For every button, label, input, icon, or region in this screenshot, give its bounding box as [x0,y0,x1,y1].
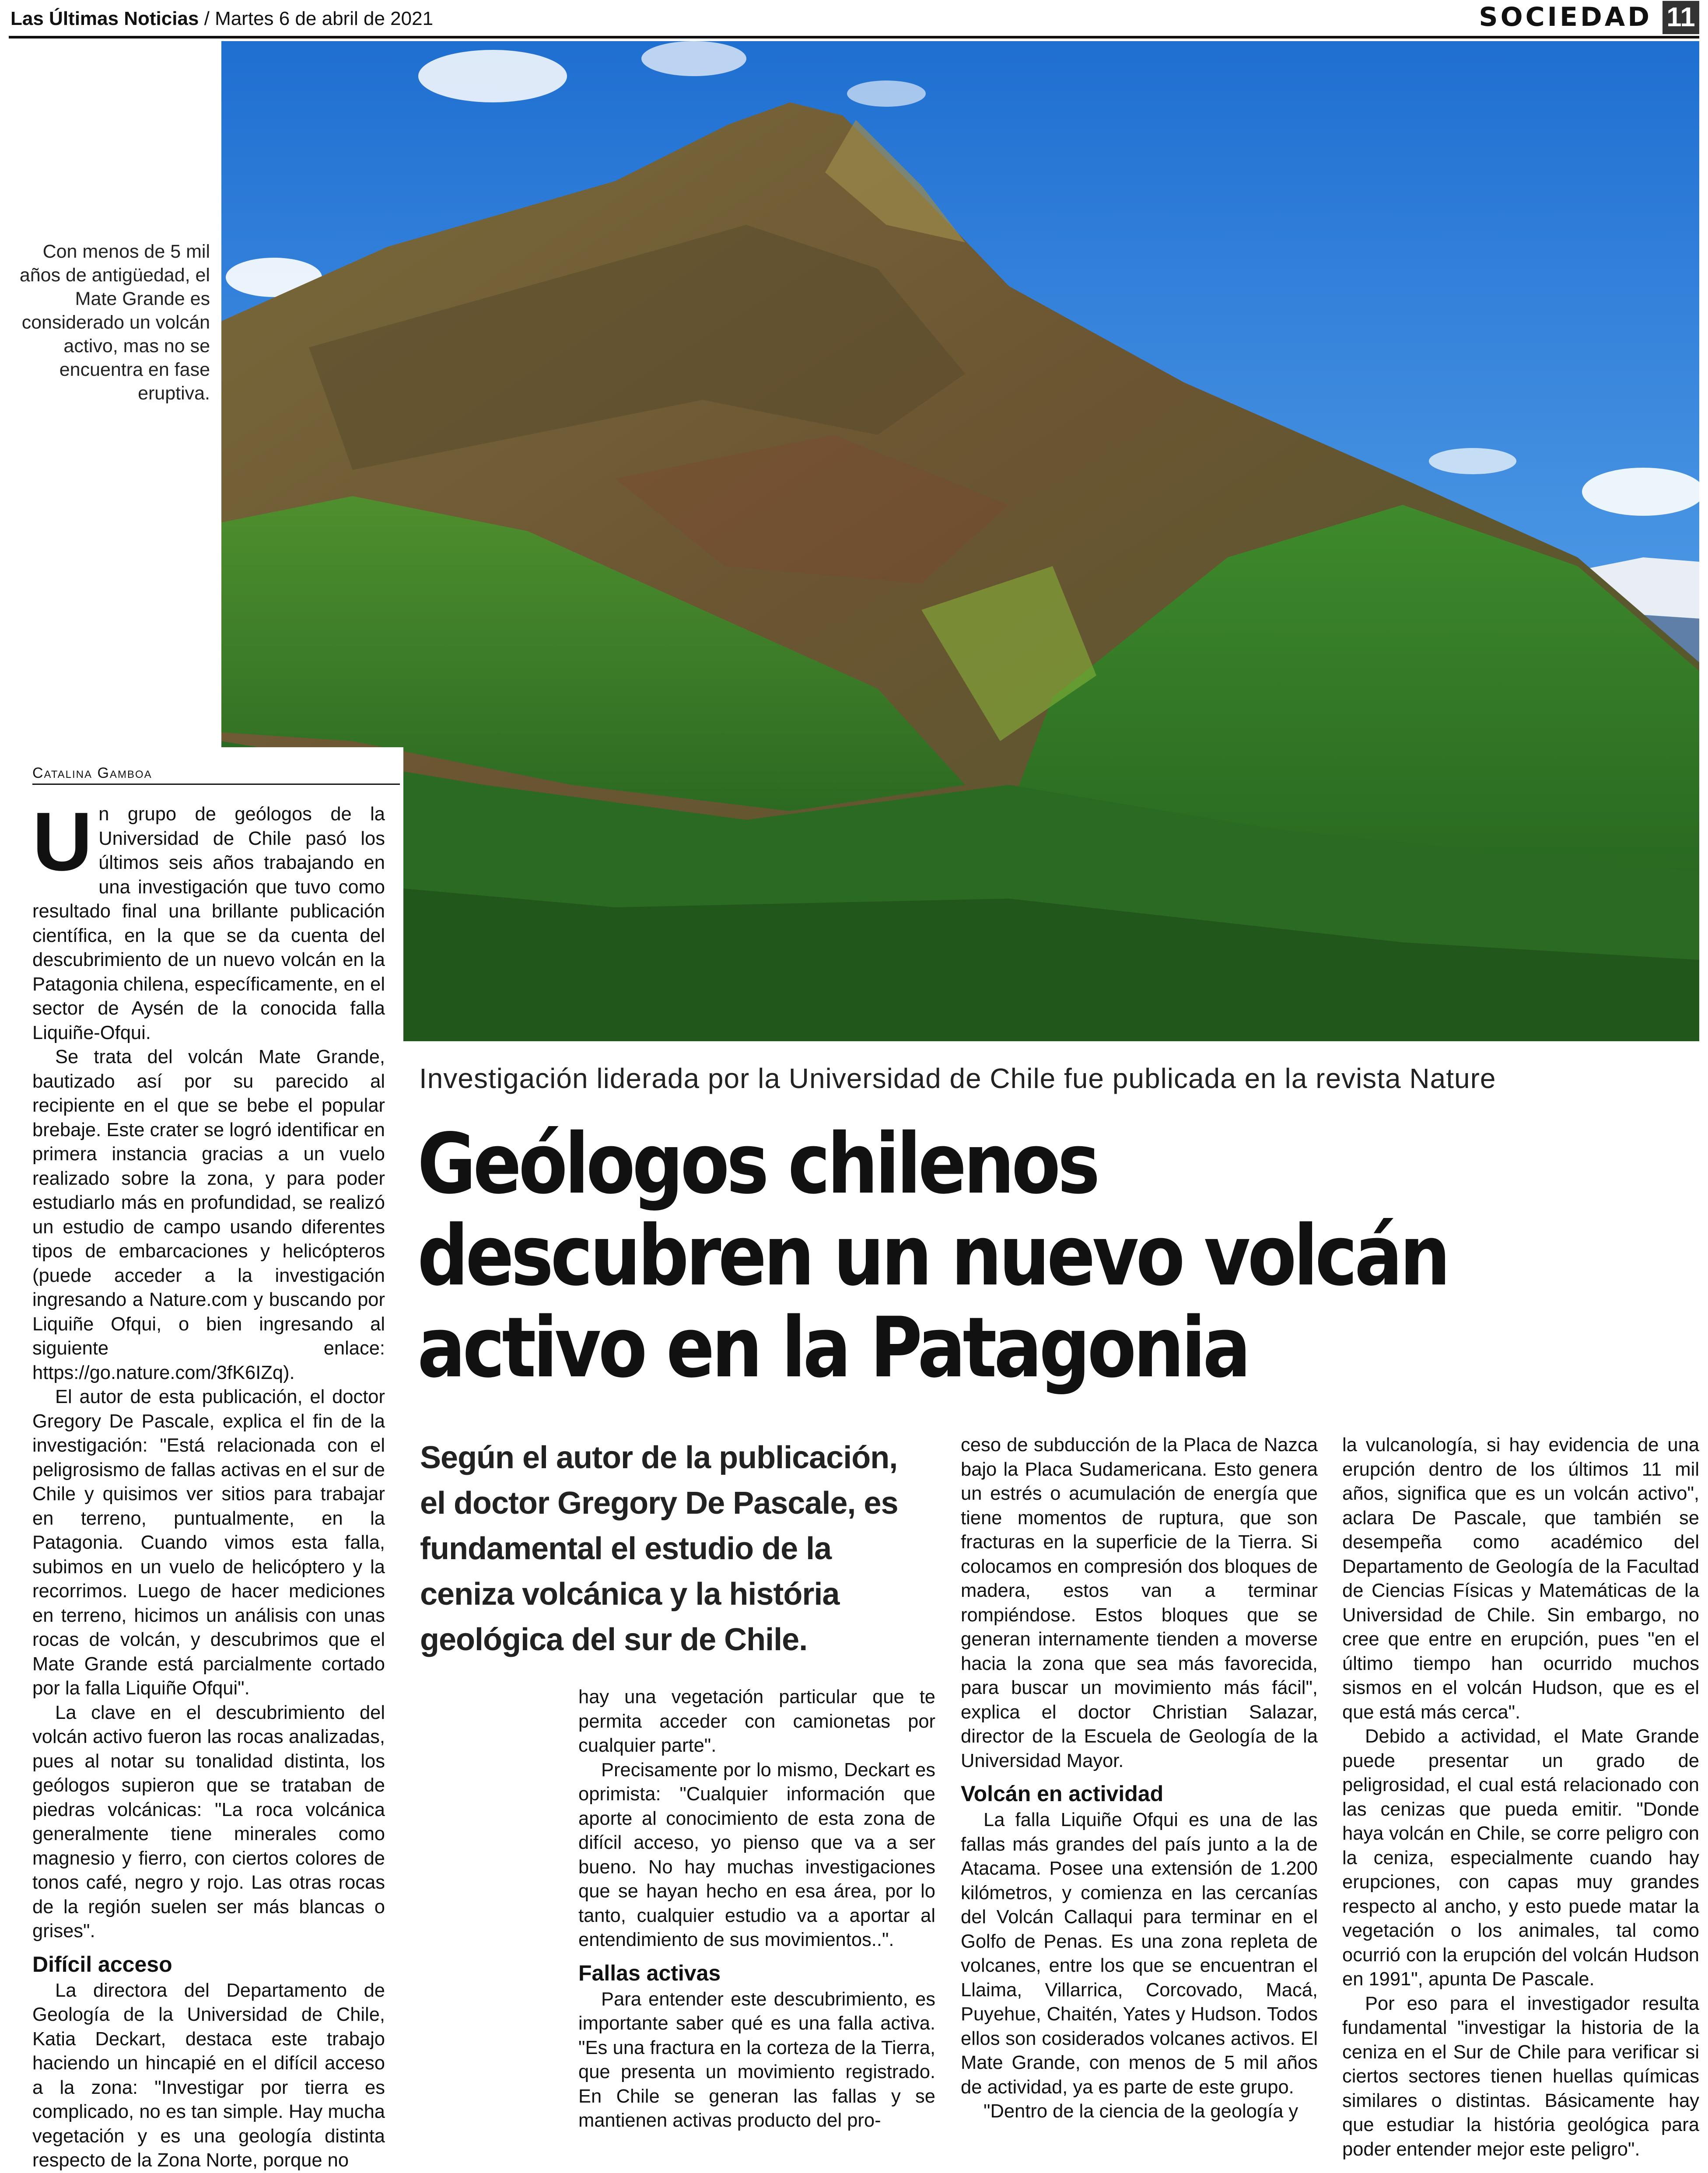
body-column-4 [1342,1433,1699,2162]
issue-date: Martes 6 de abril de 2021 [215,8,434,29]
section-label: SOCIEDAD [1479,2,1652,32]
masthead-separator: / [199,8,215,29]
body-column-2 [578,1685,935,2133]
paragraph: La falla Liquiñe Ofqui es una de las fallas más grandes del país junto a la de Atacama. Posee una extensión de 1.200 kilómetros, y comienza en las cercanías del Volcán Callaqui para terminar en el Golfo de Penas. Es una zona repleta de volcanes, entre los que se encuentran el Llaima, Villarrica, Corcovado, Macá, Puyehue, Chaitén, Yates y Hudson. Todos ellos son cosiderados volcanes activos. El Mate Grande, con menos de 5 mil años de actividad, ya es parte de este grupo. [961,1809,1318,2098]
paragraph: El autor de esta publicación, el doctor Gregory De Pascale, explica el fin de la investigación: "Está relacionada con el peligrosismo de fallas activas en el sur de Chile y quisimos ver sitios para trabajar en terreno, puntualmente, en la Patagonia. Cuando vimos esta falla, subimos en un vuelo de helicóptero y la recorrimos. Luego de hacer mediciones en terreno, hicimos un análisis con unas rocas de volcán, y descubrimos que el Mate Grande está parcialmente cortado por la falla Liquiñe Ofqui". [32,1386,385,1699]
headline: Geólogos chilenos descubren un nuevo volcán activo en la Patagonia [417,1116,1448,1396]
paragraph: La directora del Departamento de Geología de la Universidad de Chile, Katia Deckart, destaca este trabajo haciendo un hincapié en el difícil acceso a la zona: "Investigar por tierra es complicado, no es tan simple. Hay mucha vegetación y es una geología distinta respecto de la Zona Norte, porque no [32,1980,385,2171]
paragraph: La clave en el descubrimiento del volcán activo fueron las rocas analizadas, pues al notar su tonalidad distinta, los geólogos supieron que se trataban de piedras volcánicas: "La roca volcánica generalmente tiene minerales como magnesio y fierro, con ciertos colores de tonos café, negro y rojo. Las otras rocas de la región suelen ser más blancas o grises". [32,1702,385,1942]
paragraph: ceso de subducción de la Placa de Nazca bajo la Placa Sudamericana. Esto genera un estrés o acumulación de energía que tiene momentos de ruptura, que son fracturas en la superficie de la Tierra. Si colocamos en compresión dos bloques de madera, estos van a terminar rompiéndose. Estos bloques que se generan internamente tienden a moverse hacia la zona que sea más favorecida, para buscar un movimiento más fácil", explica el doctor Christian Salazar, director de la Escuela de Geología de la Universidad Mayor. [961,1435,1318,1771]
body-column-1 [32,795,385,2173]
header-rule [9,36,1699,38]
kicker: Investigación liderada por la Universidad de Chile fue publicada en la revista Nature [419,1063,1496,1094]
paragraph: Para entender este descubrimiento, es importante saber qué es una falla activa. "Es una fractura en la corteza de la Tierra, que presenta un movimiento registrado. En Chile se generan las fallas y se mantienen activas producto del pro- [578,1988,935,2131]
volcano-photo [221,41,1699,1041]
drop-cap: U [32,795,93,888]
subheading: Difícil acceso [32,1952,172,1977]
lead-paragraph: Un grupo de geólogos de la Universidad de Chile pasó los últimos seis años trabajando en una investigación que tuvo como resultado final una brillante publicación científica, en la que se da cuenta del descubrimiento de un nuevo volcán en la Patagonia chilena, específicamente, en el sector de Aysén de la conocida falla Liquiñe-Ofqui. [32,795,385,1043]
paragraph: Debido a actividad, el Mate Grande puede presentar un grado de peligrosidad, el cual está relacionado con las cenizas que pueda emitir. "Donde haya volcán en Chile, se corre peligro con la ceniza, especialmente cuando hay erupciones, con capas muy grandes respecto al ancho, y esto puede matar la vegetación o los animales, tal como ocurrió con la erupción del volcán Hudson en 1991", apunta De Pascale. [1342,1726,1699,1990]
paragraph: "Dentro de la ciencia de la geología y [984,2101,1298,2122]
paragraph: hay una vegetación particular que te permita acceder con camionetas por cualquier parte". [578,1687,935,1756]
byline: Catalina Gamboa [32,765,400,785]
newspaper-name: Las Últimas Noticias [10,8,199,29]
paragraph: Se trata del volcán Mate Grande, bautizado así por su parecido al recipiente en el que se bebe el popular brebaje. Este crater se logró identificar en primera instancia gracias a un vuelo realizado sobre la zona, y para poder estudiarlo más en profundidad, se realizó un estudio de campo usando diferentes tipos de embarcaciones y helicópteros (puede acceder a la investigación ingresando a Nature.com y buscando por Liquiñe Ofqui, o bien ingresando al siguiente enlace: https://go.nature.com/3fK6IZq). [32,1046,385,1383]
deck: Según el autor de la publicación, el doctor Gregory De Pascale, es fundamental el estudio de la ceniza volcánica y la história geológica del sur de Chile. [420,1440,898,1657]
mountain-landscape-image [221,41,1699,1041]
photo-caption: Con menos de 5 mil años de antigüedad, el Mate Grande es considerado un volcán activo, mas no se encuentra en fase eruptiva. [19,241,210,404]
subheading: Volcán en actividad [961,1781,1164,1806]
paragraph: Precisamente por lo mismo, Deckart es oprimista: "Cualquier información que aporte al conocimiento de esta zona de difícil acceso, yo pienso que va a ser bueno. No hay muchas investigaciones que se hayan hecho en esa área, por lo tanto, cualquier estudio va a aportar al entendimiento de sus movimientos..". [578,1759,935,1950]
masthead [10,8,433,30]
subheading: Fallas activas [578,1960,721,1985]
paragraph: Por eso para el investigador resulta fundamental "investigar la historia de la ceniza en el Sur de Chile para verificar si ciertos sectores tienen huellas químicas similares o distintas. Básicamente hay que estudiar la história geológica para poder entender mejor este peligro". [1342,1993,1699,2160]
body-column-3 [961,1433,1318,2124]
paragraph: la vulcanología, si hay evidencia de una erupción dentro de los últimos 11 mil años, significa que es un volcán activo", aclara De Pascale, que también se desempeña como académico del Departamento de Geología de la Facultad de Ciencias Físicas y Matemáticas de la Universidad de Chile. Sin embargo, no cree que entre en erupción, pues "en el último tiempo han ocurrido muchos sismos en el volcán Hudson, que es el que está más cerca". [1342,1435,1699,1723]
page-number: 11 [1662,1,1699,34]
